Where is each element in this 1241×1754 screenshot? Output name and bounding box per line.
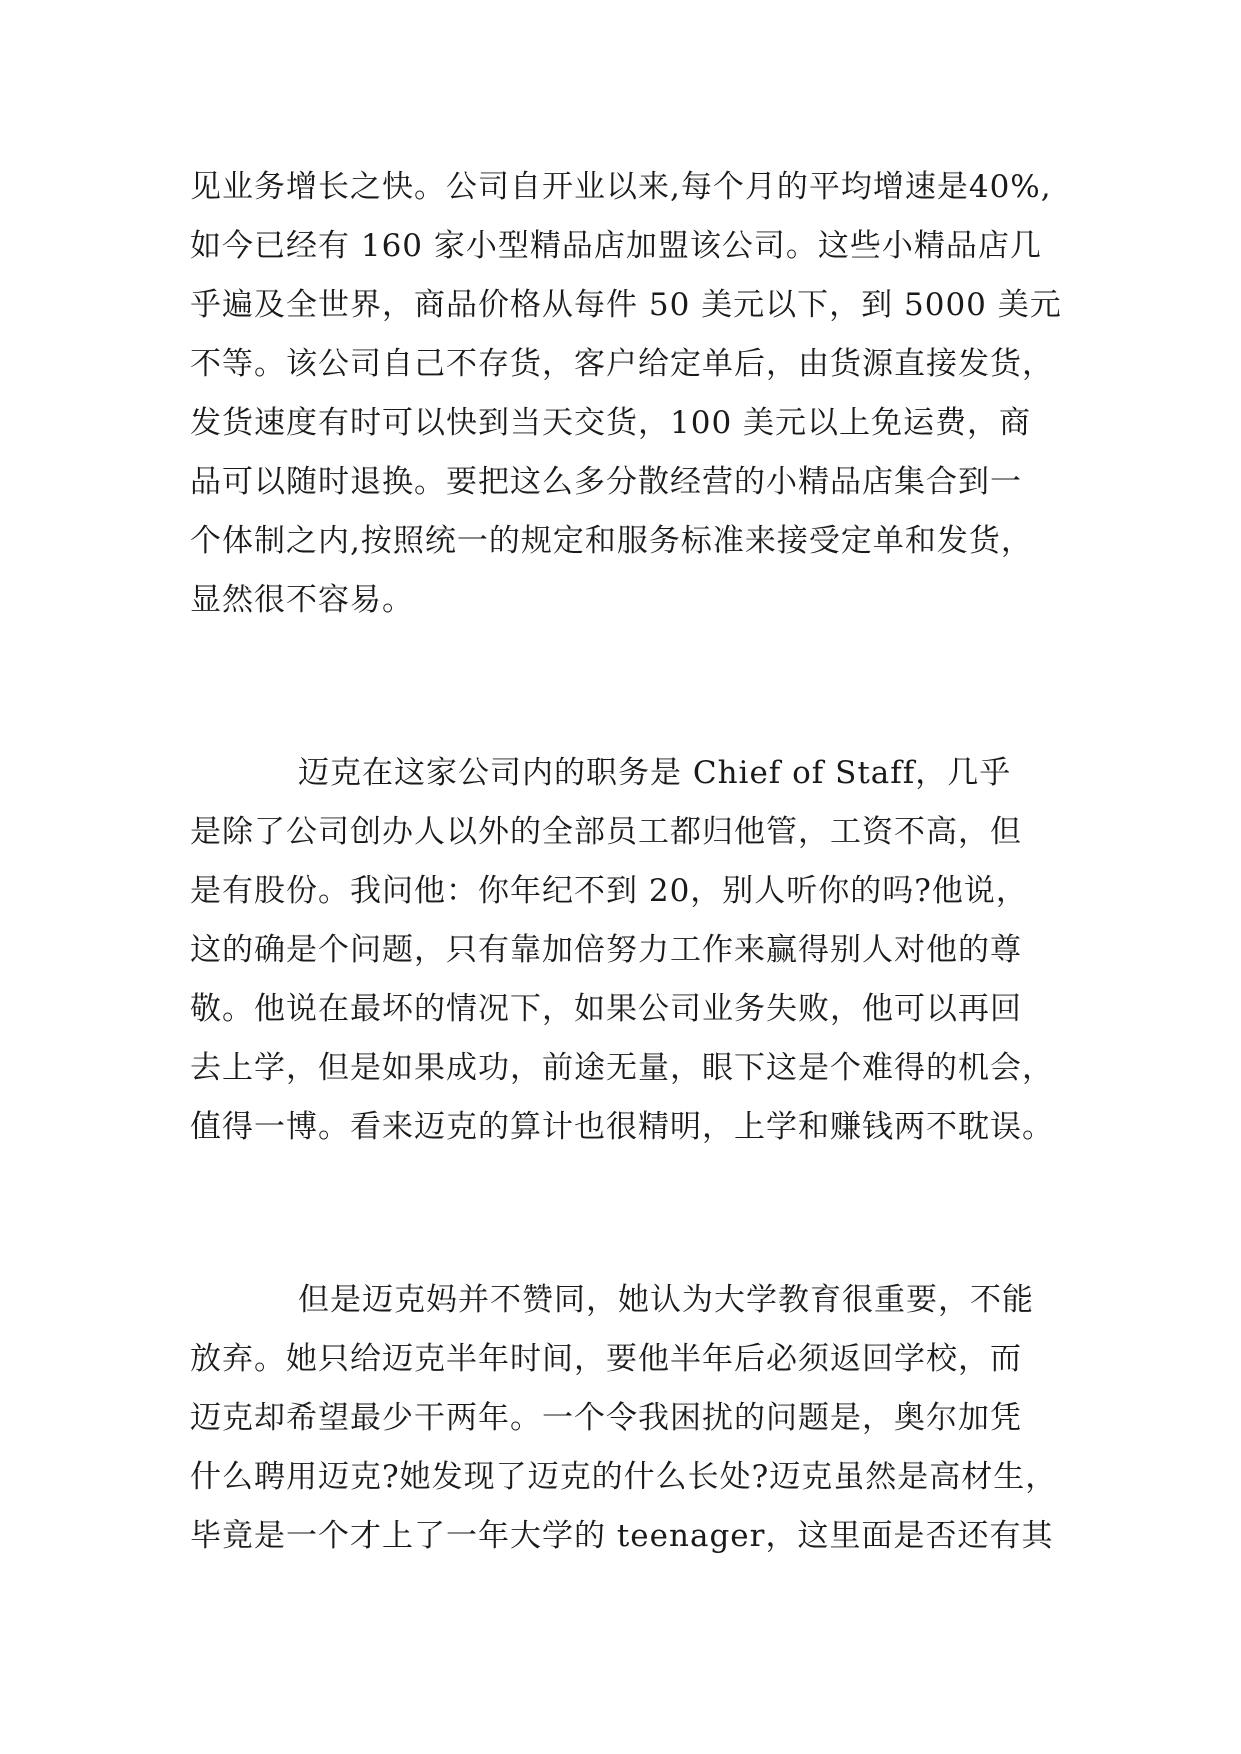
text-line: 值得一博。看来迈克的算计也很精明，上学和赚钱两不耽误。 <box>190 1109 1054 1145</box>
text-line: 品可以随时退换。要把这么多分散经营的小精品店集合到一 <box>190 464 1022 500</box>
text-line: 不等。该公司自己不存货，客户给定单后，由货源直接发货， <box>190 346 1054 382</box>
text-line: 乎遍及全世界，商品价格从每件 50 美元以下，到 5000 美元 <box>190 287 1062 323</box>
text-line: 放弃。她只给迈克半年时间，要他半年后必须返回学校，而 <box>190 1341 1022 1377</box>
text-line: 迈克却希望最少干两年。一个令我困扰的问题是，奥尔加凭 <box>190 1400 1022 1436</box>
text-line: 见业务增长之快。公司自开业以来,每个月的平均增速是40%, <box>190 169 1052 205</box>
text-line: 个体制之内,按照统一的规定和服务标准来接受定单和发货， <box>190 523 1033 559</box>
text-line: 什么聘用迈克?她发现了迈克的什么长处?迈克虽然是高材生， <box>190 1459 1058 1495</box>
text-line: 毕竟是一个才上了一年大学的 teenager，这里面是否还有其 <box>190 1518 1054 1554</box>
text-line: 显然很不容易。 <box>190 582 414 618</box>
text-line-indented: 但是迈克妈并不赞同，她认为大学教育很重要，不能 <box>298 1282 1034 1318</box>
text-line: 发货速度有时可以快到当天交货，100 美元以上免运费，商 <box>190 405 1032 441</box>
text-line-indented: 迈克在这家公司内的职务是 Chief of Staff，几乎 <box>298 755 1012 791</box>
text-line: 如今已经有 160 家小型精品店加盟该公司。这些小精品店几 <box>190 228 1042 264</box>
text-line: 是有股份。我问他：你年纪不到 20，别人听你的吗?他说， <box>190 873 1028 909</box>
text-line: 是除了公司创办人以外的全部员工都归他管，工资不高，但 <box>190 814 1022 850</box>
text-line: 这的确是个问题，只有靠加倍努力工作来赢得别人对他的尊 <box>190 932 1022 968</box>
text-line: 敬。他说在最坏的情况下，如果公司业务失败，他可以再回 <box>190 991 1022 1027</box>
text-line: 去上学，但是如果成功，前途无量，眼下这是个难得的机会， <box>190 1050 1054 1086</box>
